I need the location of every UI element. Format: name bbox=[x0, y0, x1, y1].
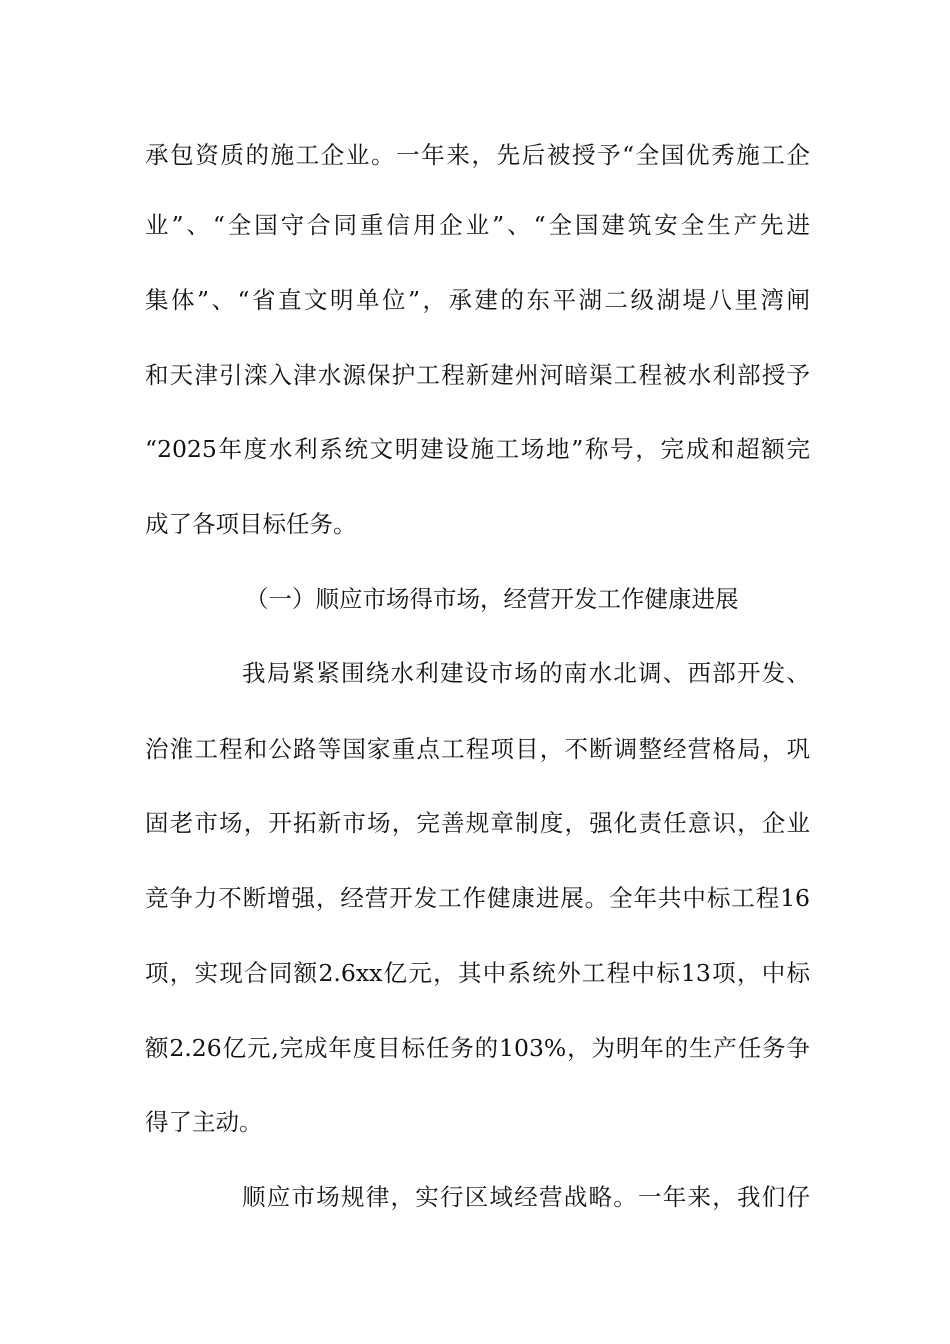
paragraph-1-line-5: “2025年度水利系统文明建设施工场地”称号，完成和超额完 bbox=[145, 435, 810, 463]
paragraph-1-line-2: 业”、“全国守合同重信用企业”、“全国建筑安全生产先进 bbox=[145, 211, 810, 239]
paragraph-1-line-3: 集体”、“省直文明单位”，承建的东平湖二级湖堤八里湾闸 bbox=[145, 286, 810, 314]
paragraph-2-line-3: 固老市场，开拓新市场，完善规章制度，强化责任意识，企业 bbox=[145, 809, 810, 837]
paragraph-2-line-1: 我局紧紧围绕水利建设市场的南水北调、西部开发、 bbox=[242, 659, 810, 687]
paragraph-1-line-6: 成了各项目标任务。 bbox=[145, 510, 357, 538]
paragraph-2-line-2: 治淮工程和公路等国家重点工程项目，不断调整经营格局，巩 bbox=[145, 735, 810, 763]
paragraph-1-line-1: 承包资质的施工企业。一年来，先后被授予“全国优秀施工企 bbox=[145, 141, 810, 169]
paragraph-2-line-5: 项，实现合同额2.6xx亿元，其中系统外工程中标13项，中标 bbox=[145, 959, 810, 987]
section-heading: （一）顺应市场得市场，经营开发工作健康进展 bbox=[245, 585, 739, 613]
paragraph-2-line-7: 得了主动。 bbox=[145, 1108, 263, 1136]
paragraph-3-line-1: 顺应市场规律，实行区域经营战略。一年来，我们仔 bbox=[242, 1183, 810, 1211]
paragraph-1-line-4: 和天津引滦入津水源保护工程新建州河暗渠工程被水利部授予 bbox=[145, 361, 810, 389]
paragraph-2-line-6: 额2.26亿元,完成年度目标任务的103%，为明年的生产任务争 bbox=[145, 1034, 810, 1062]
paragraph-2-line-4: 竞争力不断增强，经营开发工作健康进展。全年共中标工程16 bbox=[145, 884, 810, 912]
